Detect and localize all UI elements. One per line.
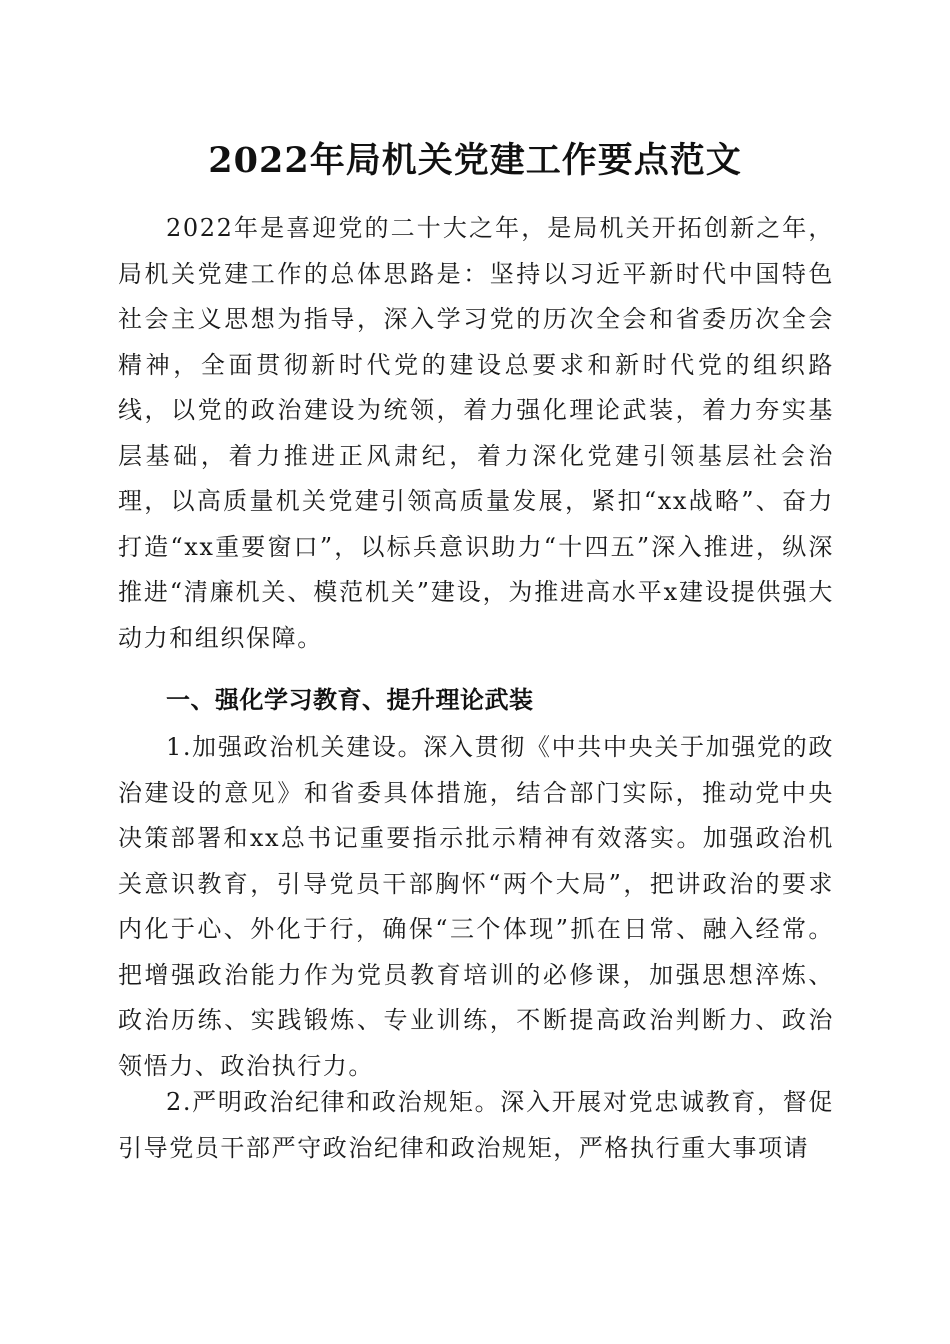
item-paragraph-2: 2.严明政治纪律和政治规矩。深入开展对党忠诚教育，督促引导党员干部严守政治纪律和政治规矩，严格执行重大事项请 <box>118 1088 834 1162</box>
document-title: 2022年局机关党建工作要点范文 <box>208 140 742 181</box>
section-heading: 一、强化学习教育、提升理论武装 <box>166 686 534 714</box>
intro-paragraph: 2022年是喜迎党的二十大之年，是局机关开拓创新之年，局机关党建工作的总体思路是：坚持以习近平新时代中国特色社会主义思想为指导，深入学习党的历次全会和省委历次全会精神，全面贯彻新时代党的建设总要求和新时代党的组织路线，以党的政治建设为统领，着力强化理论武装，着力夯实基层基础，着力推进正风肃纪，着力深化党建引领基层社会治理，以高质量机关党建引领高质量发展，紧扣“xx战略”、奋力打造“xx重要窗口”，以标兵意识助力“十四五”深入推进，纵深推进“清廉机关、模范机关”建设，为推进高水平x建设提供强大动力和组织保障。 <box>118 214 834 652</box>
item-paragraph-1: 1.加强政治机关建设。深入贯彻《中共中央关于加强党的政治建设的意见》和省委具体措施，结合部门实际，推动党中央决策部署和xx总书记重要指示批示精神有效落实。加强政治机关意识教育，引导党员干部胸怀“两个大局”，把讲政治的要求内化于心、外化于行，确保“三个体现”抓在日常、融入经常。把增强政治能力作为党员教育培训的必修课，加强思想淬炼、政治历练、实践锻炼、专业训练，不断提高政治判断力、政治领悟力、政治执行力。 <box>118 733 834 1080</box>
